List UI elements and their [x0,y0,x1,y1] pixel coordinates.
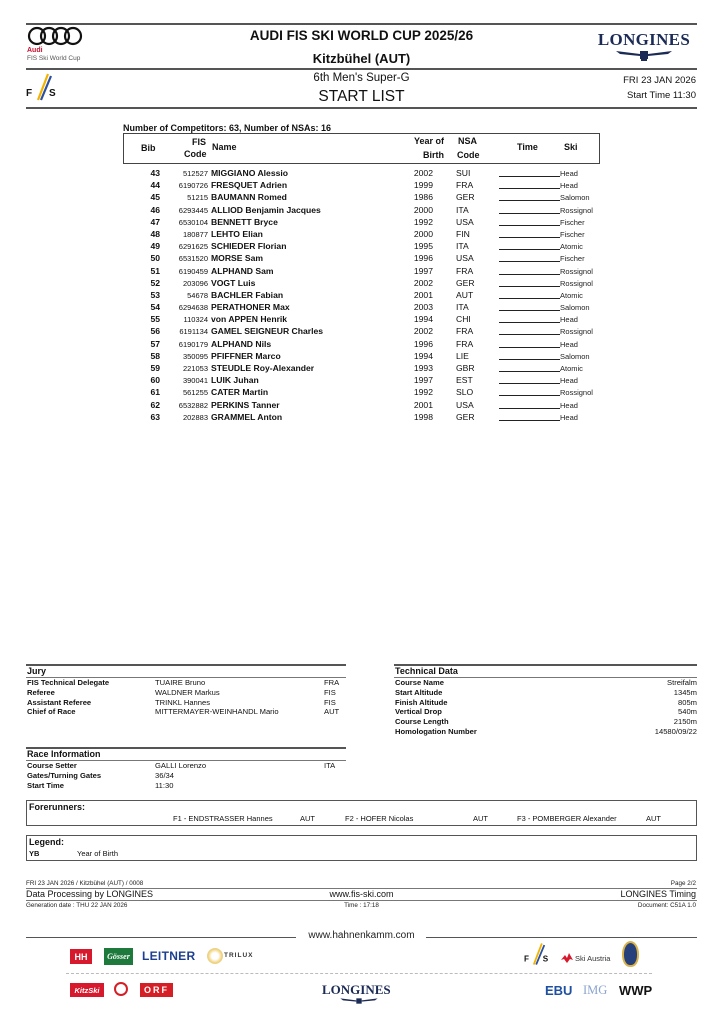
ski-brand: Head [560,181,578,191]
col-fis-code-1: FIS [192,137,207,147]
nsa-code: FRA [456,326,474,337]
year-of-birth: 2003 [413,302,433,313]
competitor-row [123,363,600,375]
competitor-row [123,278,600,290]
fis-code: 6191134 [179,327,208,337]
fis-code: 350095 [182,351,208,361]
nsa-code: GBR [456,363,475,373]
ski-brand: Atomic [560,242,583,252]
helly-hansen-logo: HH [70,949,92,964]
time-blank [499,375,560,384]
race-info-label: Course Setter [27,761,77,770]
fis-code: 6291625 [178,242,208,252]
jury-nation: FIS [324,697,336,707]
nsa-code: ITA [456,204,469,215]
jury-role: FIS Technical Delegate [27,678,110,687]
legend-abbr: YB [29,849,40,858]
bib-number: 47 [150,216,160,227]
footer-generation-date: Generation date : THU 22 JAN 2026 [26,902,128,909]
athlete-name: GRAMMEL Anton [211,411,283,422]
bib-number: 48 [150,228,160,239]
jury-title: Jury [27,666,47,676]
forerunner-2-nation: AUT [473,814,488,823]
nsa-code: FRA [456,265,474,276]
competitor-row [123,253,600,265]
list-type: START LIST [318,88,405,105]
year-of-birth: 1995 [413,241,433,252]
ski-brand: Fischer [560,229,585,239]
nsa-code: USA [456,253,474,264]
time-blank [499,266,560,275]
legend-meaning: Year of Birth [77,849,118,858]
ski-austria-logo: Ski Austria [575,954,611,963]
year-of-birth: 2000 [413,204,433,215]
jury-role: Assistant Referee [27,697,92,707]
race-info-row [27,781,347,791]
ski-brand: Head [560,400,578,410]
year-of-birth: 1998 [413,411,433,422]
nsa-code: AUT [456,289,474,300]
bib-number: 59 [150,363,160,373]
tech-value: 14580/09/22 [654,727,697,736]
fis-code: 6190179 [178,339,208,349]
bib-number: 46 [150,204,160,215]
fis-code: 203096 [182,278,208,288]
col-yob-2: Birth [423,150,444,160]
year-of-birth: 1996 [413,253,433,264]
time-blank [499,400,560,409]
year-of-birth: 1992 [413,216,433,227]
competitor-row [123,351,600,363]
fis-code: 6532882 [178,400,208,410]
forerunners-box [26,800,697,826]
fis-code: 6293445 [178,205,208,215]
race-info-value: 11:30 [155,780,174,790]
tech-label: Start Altitude [395,687,443,697]
competitor-row [123,180,600,192]
nsa-code: GER [456,411,475,422]
ski-brand: Rossignol [560,205,593,215]
tech-label: Course Name [395,678,444,687]
orf-logo: ORF [140,983,173,997]
tech-row [395,717,697,727]
fis-code: 390041 [182,376,208,386]
jury-row [27,688,347,698]
longines-sponsor-logo: LONGINES [322,982,391,997]
ski-brand: Rossignol [560,327,593,337]
time-blank [499,326,560,335]
footer-website[interactable]: www.fis-ski.com [329,889,394,899]
nsa-code: EST [456,375,473,386]
audi-sub: FIS Ski World Cup [27,55,81,62]
tech-label: Finish Altitude [395,697,448,707]
time-blank [499,241,560,250]
bib-number: 54 [150,302,160,313]
competitor-row [123,290,600,302]
tech-title: Technical Data [395,666,458,676]
fis-code: 202883 [182,412,208,422]
trilux-logo: TRILUX [224,952,254,959]
ski-brand: Head [560,315,578,325]
race-info-label: Start Time [27,780,64,790]
svg-text:S: S [49,88,56,99]
ski-brand: Head [560,339,578,349]
col-name: Name [212,142,237,152]
ski-brand: Salomon [560,351,590,361]
competitor-row [123,205,600,217]
bib-number: 60 [150,375,160,386]
forerunner-3-nation: AUT [646,814,661,823]
jury-role: Chief of Race [27,707,76,717]
ski-brand: Rossignol [560,388,593,398]
athlete-name: FRESQUET Adrien [211,180,288,191]
bib-number: 43 [150,168,160,178]
svg-text:F: F [26,88,33,99]
race-info-nation: ITA [324,761,336,770]
athlete-name: ALPHAND Nils [211,338,272,349]
tech-label: Course Length [395,717,449,727]
svg-text:F: F [524,954,529,964]
year-of-birth: 2002 [413,326,433,337]
ski-brand: Rossignol [560,266,593,276]
athlete-name: PFIFFNER Marco [211,350,281,361]
jury-row [27,678,347,688]
jury-nation: FRA [324,678,340,687]
bib-number: 51 [150,265,160,276]
col-nsa-2: Code [457,150,480,160]
race-info-row [27,771,347,781]
competitor-row [123,375,600,387]
competitor-row [123,229,600,241]
year-of-birth: 1986 [413,192,433,203]
year-of-birth: 2001 [413,289,433,300]
competitor-row [123,339,600,351]
athlete-name: ALPHAND Sam [211,265,274,276]
year-of-birth: 2002 [413,277,433,288]
jury-role: Referee [27,687,55,697]
nsa-code: FRA [456,338,474,349]
competitor-row [123,266,600,278]
athlete-name: BENNETT Bryce [211,216,278,227]
bib-number: 55 [150,314,160,325]
forerunners-title: Forerunners: [29,802,86,812]
sponsor-divider [66,973,652,974]
ski-brand: Fischer [560,254,585,264]
athlete-name: von APPEN Henrik [211,314,288,325]
athlete-name: VOGT Luis [211,277,256,288]
time-blank [499,192,560,201]
nsa-code: SUI [456,168,471,178]
tech-value: Streifalm [667,678,697,687]
kitzski-logo: KitzSki [70,983,104,997]
athlete-name: PERKINS Tanner [211,399,280,410]
footer-data-processing: Data Processing by LONGINES [26,889,154,899]
time-blank [499,253,560,262]
fis-code: 221053 [182,364,208,373]
ski-brand: Salomon [560,193,590,203]
competitor-row [123,302,600,314]
fis-code: 6294638 [178,303,208,313]
time-blank [499,351,560,360]
athlete-name: MORSE Sam [211,253,264,264]
longines-logo: LONGINES [597,30,691,49]
fis-code: 51215 [187,193,208,203]
trilux-icon [207,948,223,964]
tech-value: 540m [678,707,697,717]
year-of-birth: 2001 [413,399,433,410]
forerunner-1-nation: AUT [300,814,315,823]
ski-brand: Rossignol [560,278,593,288]
col-nsa-1: NSA [458,136,478,146]
race-info-value: GALLI Lorenzo [155,761,207,770]
forerunner-1-name: F1 - ENDSTRASSER Hannes [173,814,273,823]
bib-number: 45 [150,192,160,203]
competitor-summary: Number of Competitors: 63, Number of NSAs: 16 [123,123,332,133]
fis-code: 54678 [187,290,208,300]
footer-timing: LONGINES Timing [620,889,696,899]
bib-number: 44 [150,180,160,191]
ski-brand: Head [560,376,578,386]
wwp-logo: WWP [619,983,653,998]
tech-value: 805m [678,697,697,707]
ski-brand: Salomon [560,303,590,313]
tech-value: 2150m [673,717,697,727]
footer-doc-ref: FRI 23 JAN 2026 / Kitzbühel (AUT) / 0008 [26,880,144,887]
jury-row [27,698,347,708]
ski-brand: Head [560,412,578,422]
tech-value: 1345m [673,687,697,697]
year-of-birth: 1992 [413,387,433,398]
time-blank [499,205,560,214]
time-blank [499,278,560,287]
competitor-row [123,400,600,412]
longines-sponsor-wings-icon [337,997,381,1005]
competitor-list [123,168,600,424]
year-of-birth: 1993 [413,363,433,373]
legend-title: Legend: [29,837,64,847]
forerunner-3-name: F3 - POMBERGER Alexander [517,814,617,823]
leitner-logo: LEITNER [142,949,196,963]
athlete-name: CATER Martin [211,387,269,398]
ski-brand: Atomic [560,364,583,373]
fis-code: 512527 [182,169,208,178]
athlete-name: LUIK Juhan [211,375,259,386]
table-header [123,133,600,164]
year-of-birth: 2000 [413,228,433,239]
time-blank [499,339,560,348]
competitor-row [123,241,600,253]
tech-label: Homologation Number [395,727,477,736]
tech-row [395,698,697,708]
nsa-code: SLO [456,387,474,398]
col-fis-code-2: Code [184,149,207,159]
bib-number: 52 [150,277,160,288]
race-info-label: Gates/Turning Gates [27,770,102,780]
kitzbuehel-crest-icon [622,941,639,967]
time-blank [499,302,560,311]
athlete-name: GAMEL SEIGNEUR Charles [211,326,324,337]
nsa-code: ITA [456,241,469,252]
nsa-code: LIE [456,350,469,361]
bib-number: 61 [150,387,160,398]
athlete-name: ALLIOD Benjamin Jacques [211,204,321,215]
event-title: AUDI FIS SKI WORLD CUP 2025/26 [249,28,474,43]
year-of-birth: 2002 [413,168,433,178]
tech-row [395,727,697,737]
competitor-row [123,168,600,180]
jury-name: MITTERMAYER-WEINHANDL Mario [155,707,279,717]
fis-code: 561255 [182,388,208,398]
time-blank [499,168,560,177]
col-time: Time [517,142,538,152]
tech-row [395,688,697,698]
venue-title: Kitzbühel (AUT) [312,51,411,66]
bib-number: 62 [150,399,160,410]
nsa-code: GER [456,192,475,203]
time-blank [499,314,560,323]
race-date: FRI 23 JAN 2026 [623,75,696,86]
fis-code: 6190726 [178,181,208,191]
fis-code: 6531520 [178,254,208,264]
jury-name: TUAIRE Bruno [155,678,206,687]
jury-nation: FIS [324,687,336,697]
svg-text:S: S [542,954,549,964]
nsa-code: USA [456,216,474,227]
ski-austria-icon [560,952,574,964]
race-info-title: Race Information [27,749,101,759]
fis-code: 6530104 [178,217,208,227]
start-time: Start Time 11:30 [627,90,696,101]
footer-time: Time : 17:18 [344,902,379,909]
legend-box [26,835,697,861]
ski-brand: Atomic [560,290,583,300]
header-mid-rule [26,68,697,70]
nsa-code: USA [456,399,474,410]
nsa-code: FRA [456,180,474,191]
event-site-rule-right [426,937,697,938]
race-info-row [27,761,347,771]
tech-row [395,707,697,717]
audi-word: Audi [27,47,43,54]
gosser-logo: Gösser [104,948,133,965]
jury-name: TRINKL Hannes [155,697,211,707]
athlete-name: SCHIEDER Florian [211,241,287,252]
competitor-row [123,326,600,338]
forerunner-2-name: F2 - HOFER Nicolas [345,814,414,823]
bib-number: 50 [150,253,160,264]
time-blank [499,180,560,189]
tech-label: Vertical Drop [395,707,442,717]
footer-document: Document: C51A 1.0 [637,902,696,909]
competitor-row [123,217,600,229]
jury-row [27,707,347,717]
bib-number: 56 [150,326,160,337]
event-site-link[interactable]: www.hahnenkamm.com [308,930,415,941]
time-blank [499,290,560,299]
jury-nation: AUT [324,707,340,717]
fis-code: 6190459 [178,266,208,276]
athlete-name: BAUMANN Romed [211,192,287,203]
competitor-row [123,412,600,424]
athlete-name: STEUDLE Roy-Alexander [211,363,315,373]
competitor-row [123,387,600,399]
col-ski: Ski [564,142,578,152]
year-of-birth: 1994 [413,314,433,325]
col-yob-1: Year of [414,136,445,146]
athlete-name: PERATHONER Max [211,302,290,313]
nsa-code: GER [456,277,475,288]
race-name: 6th Men's Super-G [313,72,410,84]
athlete-name: LEHTO Elian [211,228,263,239]
year-of-birth: 1996 [413,338,433,349]
year-of-birth: 1997 [413,265,433,276]
jury-name: WALDNER Markus [155,687,220,697]
year-of-birth: 1994 [413,350,433,361]
bib-number: 63 [150,411,160,422]
time-blank [499,387,560,396]
orf3-logo [114,982,128,996]
year-of-birth: 1999 [413,180,433,191]
ski-brand: Head [560,169,578,178]
time-blank [499,412,560,421]
fis-sponsor-logo [524,941,550,967]
bib-number: 57 [150,338,160,349]
fis-code: 180877 [182,229,208,239]
competitor-row [123,314,600,326]
bib-number: 49 [150,241,160,252]
race-info-value: 36/34 [155,770,175,780]
ski-brand: Fischer [560,217,585,227]
longines-wings-icon [614,49,674,61]
img-logo: IMG [583,983,608,997]
time-blank [499,229,560,238]
athlete-name: BACHLER Fabian [211,289,284,300]
header-top-rule [26,23,697,25]
nsa-code: FIN [456,228,470,239]
jury-top-rule [26,664,346,666]
year-of-birth: 1997 [413,375,433,386]
fis-code: 110324 [183,315,208,325]
header-bottom-rule [26,107,697,109]
tech-row [395,678,697,688]
bib-number: 53 [150,289,160,300]
time-blank [499,363,560,372]
ebu-logo: EBU [545,983,573,998]
athlete-name: MIGGIANO Alessio [211,168,289,178]
nsa-code: ITA [456,302,469,313]
time-blank [499,217,560,226]
footer-rule-2 [26,900,697,901]
footer-page: Page 2/2 [670,880,696,887]
nsa-code: CHI [456,314,471,325]
bib-number: 58 [150,350,160,361]
col-bib: Bib [141,143,156,153]
competitor-row [123,192,600,204]
